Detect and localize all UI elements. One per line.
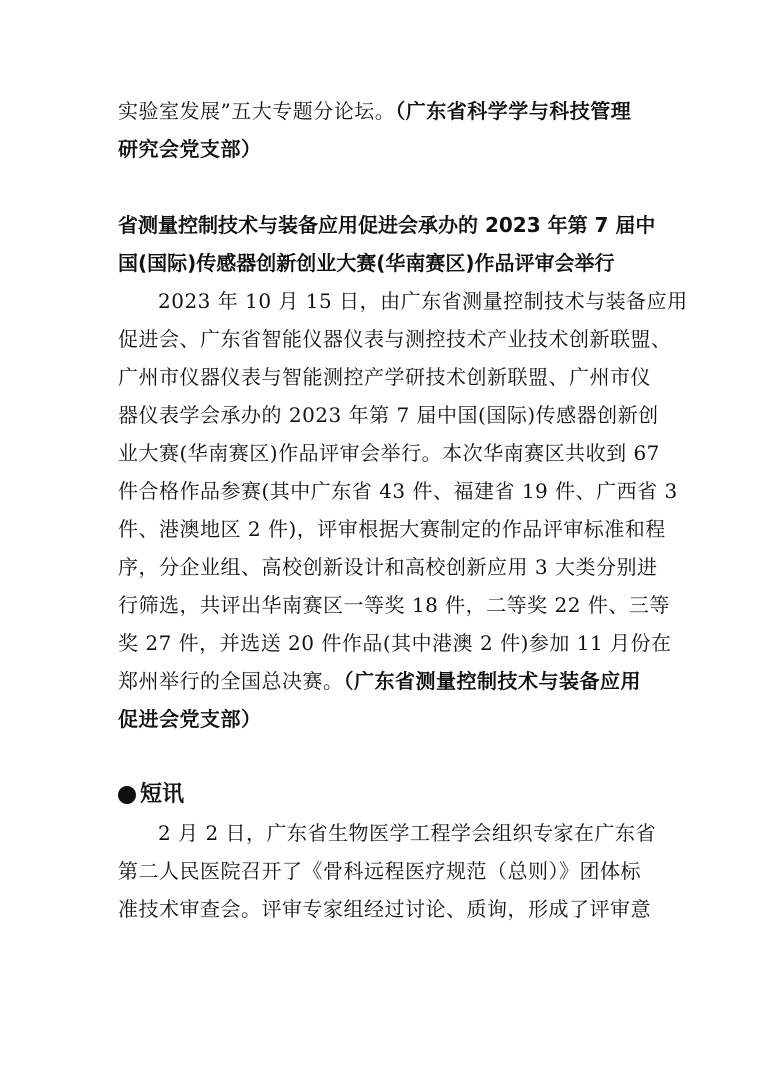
paragraph-line: 广州市仪器仪表与智能测控产学研技术创新联盟、广州市仪 (118, 365, 651, 389)
section-heading (118, 776, 666, 814)
document-page (118, 92, 688, 928)
paragraph-line: 器仪表学会承办的 2023 年第 7 届中国(国际)传感器创新创 (118, 403, 659, 427)
article (118, 206, 688, 738)
paragraph-line: 促进会、广东省智能仪器仪表与测控技术产业技术创新联盟、 (118, 327, 672, 351)
article-title-line: 省测量控制技术与装备应用促进会承办的 2023 年第 7 届中 (118, 213, 656, 237)
source-attribution: 研究会党支部） (118, 137, 262, 161)
source-attribution: （广东省测量控制技术与装备应用 (343, 669, 641, 693)
source-attribution: （广东省科学学与科技管理 (395, 99, 632, 123)
text-run: 实验室发展”五大专题分论坛。 (118, 99, 396, 123)
news-brief-section (118, 776, 666, 928)
paragraph-line: 件合格作品参赛(其中广东省 43 件、福建省 19 件、广西省 3 (118, 479, 678, 503)
paragraph-line (118, 662, 666, 700)
paragraph-line: 业大赛(华南赛区)作品评审会举行。本次华南赛区共收到 67 (118, 441, 660, 465)
paragraph-line: 行筛选，共评出华南赛区一等奖 18 件，二等奖 22 件、三等 (118, 593, 670, 617)
paragraph-line: 2023 年 10 月 15 日，由广东省测量控制技术与装备应用 (158, 289, 688, 313)
paragraph-line: 序，分企业组、高校创新设计和高校创新应用 3 大类分别进 (118, 555, 658, 579)
source-attribution: 促进会党支部） (118, 707, 262, 731)
text-line (118, 92, 666, 130)
section-heading-label: 短讯 (140, 782, 185, 807)
text-run: 郑州举行的全国总决赛。 (118, 669, 344, 693)
previous-article-tail (118, 92, 666, 168)
paragraph-line: 准技术审查会。评审专家组经过讨论、质询，形成了评审意 (118, 897, 651, 921)
bullet-icon (118, 786, 136, 804)
paragraph-line: 奖 27 件，并选送 20 件作品(其中港澳 2 件)参加 11 月份在 (118, 631, 672, 655)
paragraph-line: 件、港澳地区 2 件)，评审根据大赛制定的作品评审标准和程 (118, 517, 666, 541)
paragraph-line: 2 月 2 日，广东省生物医学工程学会组织专家在广东省 (158, 821, 657, 845)
paragraph-line: 第二人民医院召开了《骨科远程医疗规范（总则）》团体标 (118, 859, 641, 883)
article-title-line: 国(国际)传感器创新创业大赛(华南赛区)作品评审会举行 (118, 251, 615, 275)
